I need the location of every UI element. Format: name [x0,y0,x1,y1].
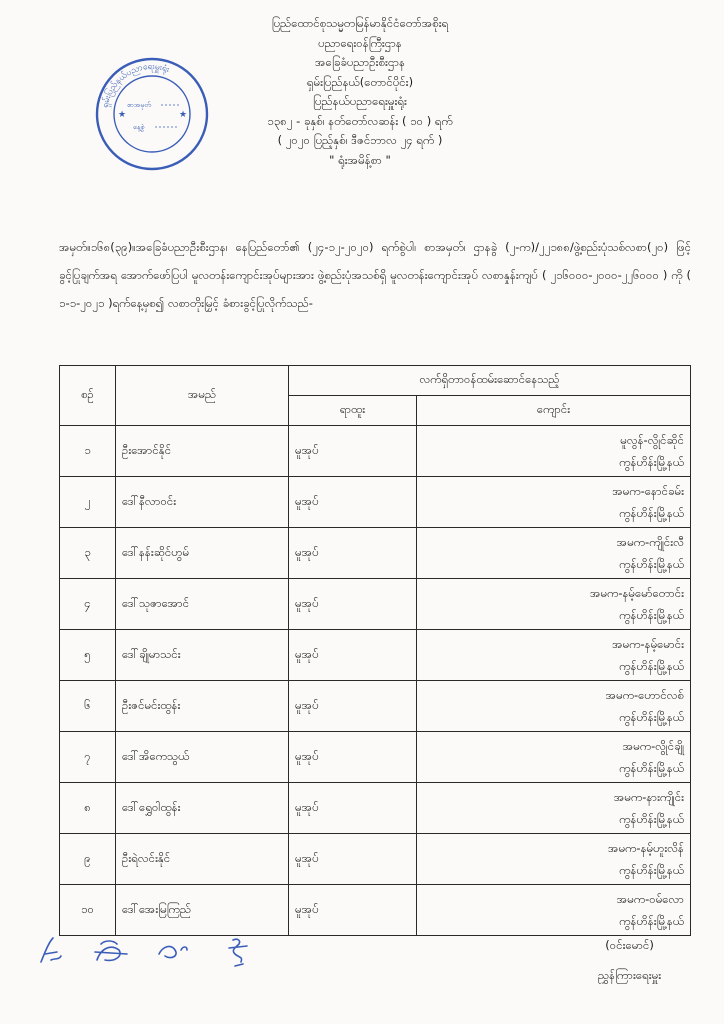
header-line-government: ပြည်ထောင်စုသမ္မတမြန်မာနိုင်ငံတော်အစိုးရ [271,16,449,30]
staff-table [59,365,691,936]
office-seal-stamp [93,55,211,173]
row-school-name: အမက-နမ့်မော်တောင်း [589,586,685,600]
signature-block [598,930,661,990]
row-number: ၃ [60,528,116,579]
row-name: ဦးရဲလင်းနိုင် [116,834,289,885]
row-number: ၂ [60,477,116,528]
row-school [417,579,691,630]
row-school [417,630,691,681]
row-name: ဒေါ်နီလာဝင်း [116,477,289,528]
row-school-name: အမက-လွိုင်ချို [622,739,685,753]
row-school-township: ကွန်ဟိန်းမြို့နယ် [619,812,685,826]
row-rank: မူအုပ် [289,426,417,477]
header-current-duty: လက်ရှိတာဝန်ထမ်းဆောင်နေသည့် [289,366,691,396]
row-rank: မူအုပ် [289,630,417,681]
row-name: ဦးအောင်နိုင် [116,426,289,477]
row-school-township: ကွန်ဟိန်းမြို့နယ် [619,914,685,928]
row-school-name: အမက-နားကျိုင်း [613,790,685,804]
row-rank: မူအုပ် [289,579,417,630]
header-rank: ရာထူး [289,396,417,426]
row-school [417,885,691,936]
row-school-township: ကွန်ဟိန်းမြို့နယ် [619,659,685,673]
row-school [417,834,691,885]
table-row [60,528,691,579]
row-school [417,681,691,732]
row-number: ၅ [60,630,116,681]
header-line-office: ပြည်နယ်ပညာရေးမှူးရုံး [313,94,407,108]
row-school-township: ကွန်ဟိန်းမြို့နယ် [619,455,685,469]
table-row [60,783,691,834]
row-name: ဒေါ်နန်းဆိုင်ဟွမ် [116,528,289,579]
table-row [60,681,691,732]
row-name: ဒေါ်အေးမြကြည် [116,885,289,936]
table-header-row [60,366,691,396]
row-school-township: ကွန်ဟိန်းမြို့နယ် [619,863,685,877]
row-number: ၄ [60,579,116,630]
svg-text:ရှမ်းပြည်နယ်ပညာရေးမှူးရုံး: ရှမ်းပြည်နယ်ပညာရေးမှူးရုံး [100,61,171,109]
table-row [60,630,691,681]
table-row [60,579,691,630]
row-school-name: အမက-ကျိုင်းလီ [616,535,685,549]
row-school-name: အမက-ဝမ်လော [616,892,685,906]
header-name: အမည် [116,366,289,426]
row-rank: မူအုပ် [289,834,417,885]
row-school-name: အမက-နောင်ခမ်း [612,484,685,498]
header-line-order-title: " ရုံးအမိန့်စာ " [329,152,391,167]
svg-text:★: ★ [118,110,127,120]
row-rank: မူအုပ် [289,681,417,732]
signer-name: (ဝင်းမောင်) [605,938,654,952]
row-number: ၇ [60,732,116,783]
row-school-name: မူလွန်-လွိုင်ဆိုင် [620,433,685,447]
row-school [417,477,691,528]
table-row [60,426,691,477]
row-number: ၈ [60,783,116,834]
row-school-name: အမက-နမ့်ဟူးလိန် [608,841,685,855]
header-school: ကျောင်း [417,396,691,426]
handwritten-initials [35,932,295,972]
header-line-region: ရှမ်းပြည်နယ်(တောင်ပိုင်း) [306,74,414,89]
header-line-ministry: ပညာရေးဝန်ကြီးဌာန [318,35,402,50]
svg-text:★: ★ [179,110,188,120]
header-no: စဉ် [60,366,116,426]
row-rank: မူအုပ် [289,477,417,528]
letterhead [200,14,520,170]
row-school [417,783,691,834]
table-row [60,477,691,528]
header-line-department: အခြေခံပညာဦးစီးဌာန [314,55,406,69]
row-number: ၁၀ [60,885,116,936]
row-name: ဒေါ်အိကေသွယ် [116,732,289,783]
table-row [60,885,691,936]
table-row [60,732,691,783]
svg-text:စာအမှတ်: စာအမှတ် [127,101,152,109]
row-name: ဒေါ်သုဇာအောင် [116,579,289,630]
row-school [417,426,691,477]
row-rank: မူအုပ် [289,732,417,783]
row-rank: မူအုပ် [289,885,417,936]
order-paragraph: အမှတ်။၁၆၈(၃၉)။အခြေခံပညာဦးစီးဌာန၊ နေပြည်တော်၏ (၂၄-၁၂-၂၀၂၀) ရက်စွဲပါ၊ စာအမှတ်၊ ဌာနခွဲ (၂-က)/၂၂၁၈၈/ဖွဲ့စည်းပုံသစ်လစာ(၂၀) ဖြင့် ခွင့်ပြုချက်အရ အောက်ဖော်ပြပါ မူလတန်းကျောင်းအုပ်များအား ဖွဲ့စည်းပုံအသစ်ရှိ မူလတန်းကျောင်းအုပ် လစာနှုန်းကျပ် ( ၂၁၆၀၀၀-၂၀၀၀-၂၂၆၀၀၀ ) ကို ( ၁-၁-၂၀၂၁ )ရက်နေ့မှစ၍ လစာတိုးမြှင့် ခံစားခွင့်ပြုလိုက်သည်- [59,240,691,310]
row-name: ဦးဇင်မင်းထွန်း [116,681,289,732]
header-line-gregorian-date: ( ၂၀၂၀ ပြည့်နှစ်၊ ဒီဇင်ဘာလ ၂၄ ရက် ) [277,133,443,147]
row-school-township: ကွန်ဟိန်းမြို့နယ် [619,710,685,724]
row-name: ဒေါ်ရွှေဝါထွန်း [116,783,289,834]
row-school-township: ကွန်ဟိန်းမြို့နယ် [619,761,685,775]
row-rank: မူအုပ် [289,783,417,834]
row-number: ၉ [60,834,116,885]
row-name: ဒေါ်ချိုမာသင်း [116,630,289,681]
row-number: ၁ [60,426,116,477]
row-rank: မူအုပ် [289,528,417,579]
row-school-township: ကွန်ဟိန်းမြို့နယ် [619,608,685,622]
row-school-township: ကွန်ဟိန်းမြို့နယ် [619,557,685,571]
svg-text:နေ့စွဲ: နေ့စွဲ [133,123,145,131]
signer-title: ညွှန်ကြားရေးမှူး [598,968,662,982]
header-line-myanmar-date: ၁၃၈၂ - ခုနှစ်၊ နတ်တော်လဆန်း ( ၁၀ ) ရက် [267,113,453,128]
row-school [417,732,691,783]
row-school-name: အမက-ဟောင်လစ် [605,688,685,702]
row-school-name: အမက-နမ့်မောင်း [612,637,685,651]
table-row [60,834,691,885]
row-school-township: ကွန်ဟိန်းမြို့နယ် [619,506,685,520]
row-school [417,528,691,579]
row-number: ၆ [60,681,116,732]
